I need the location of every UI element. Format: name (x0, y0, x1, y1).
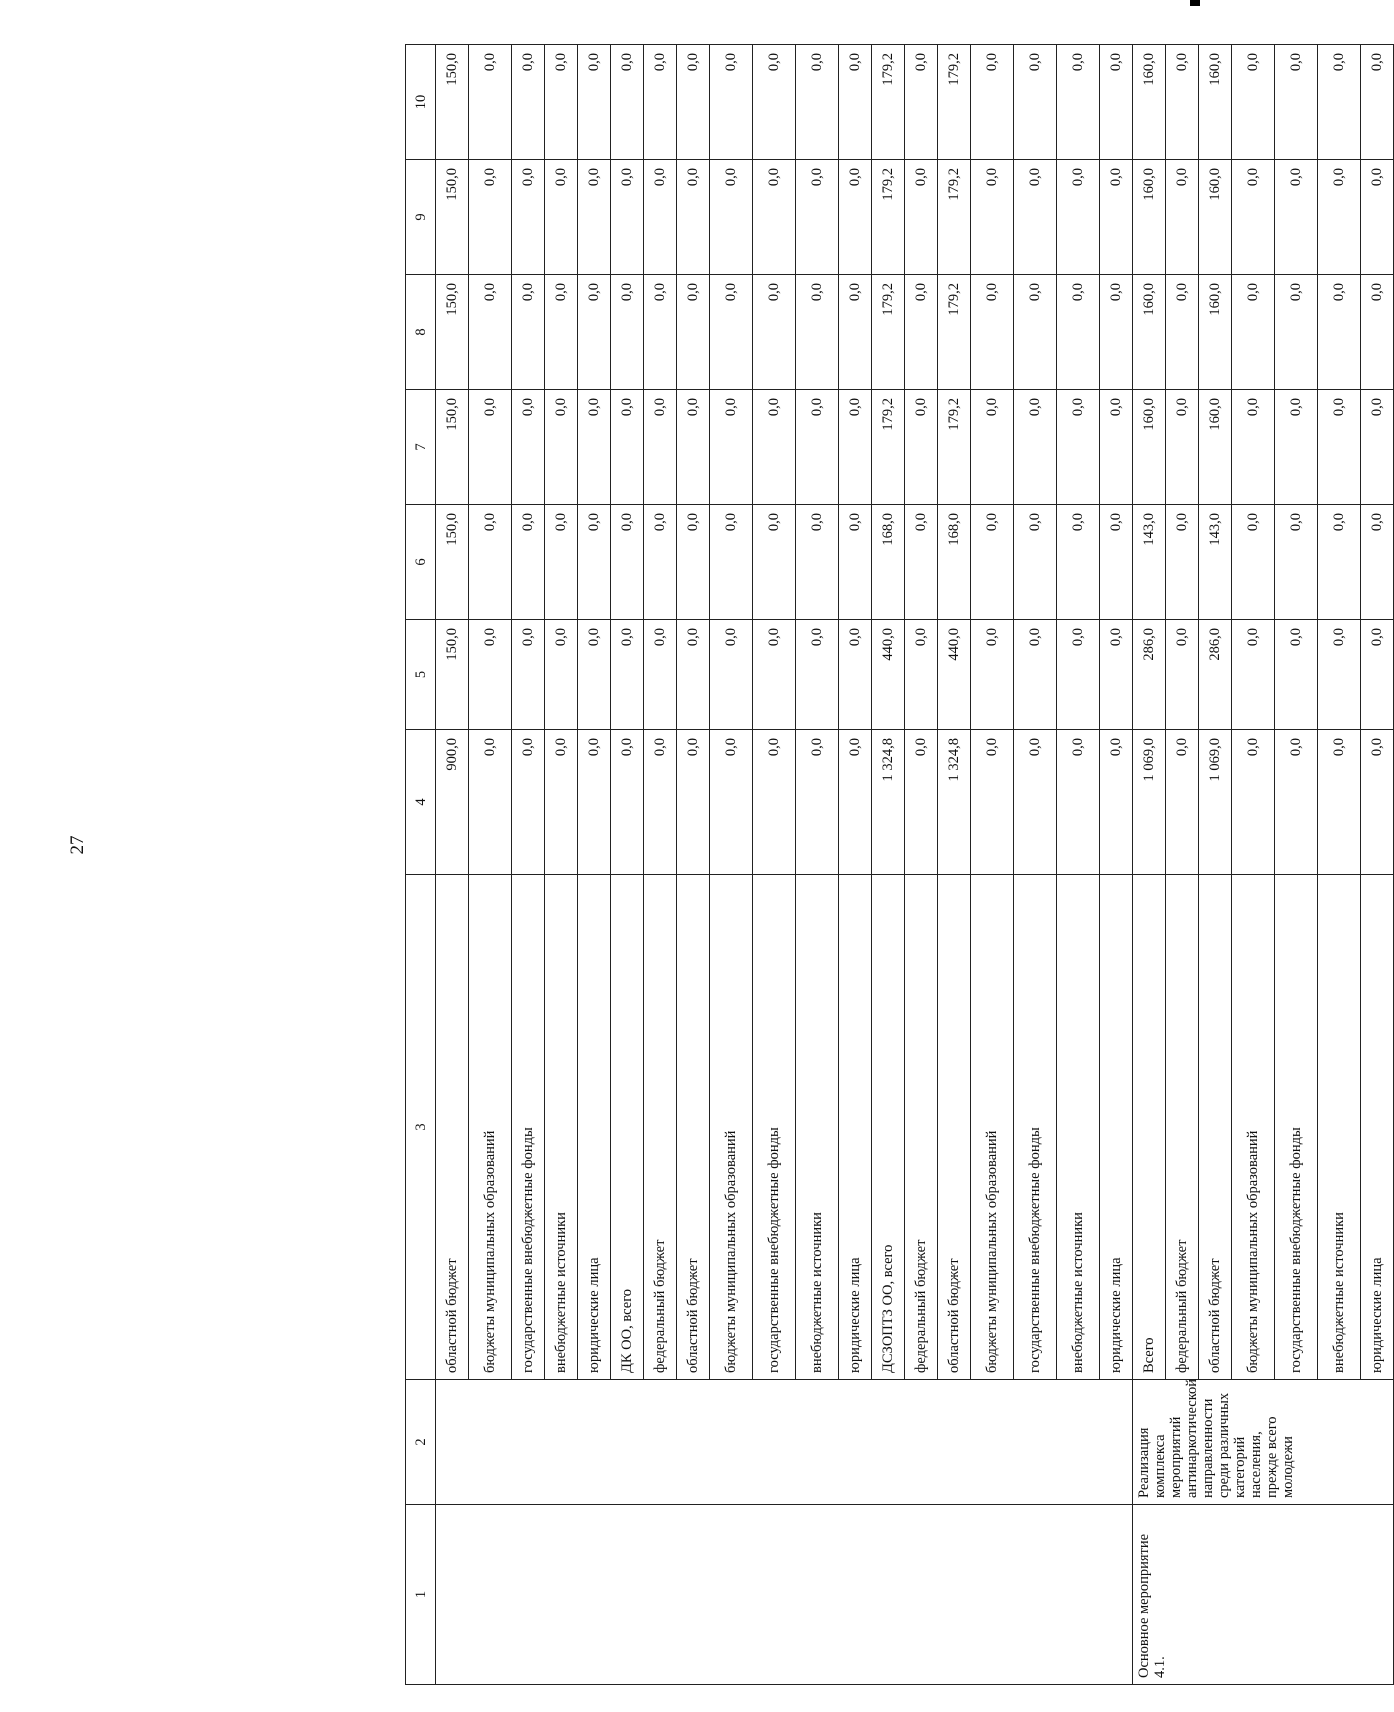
amount-cell: 0,0 (1100, 505, 1133, 620)
column-number-1: 1 (406, 1505, 436, 1685)
amount-cell: 150,0 (436, 275, 469, 390)
amount-cell: 160,0 (1133, 45, 1166, 160)
amount-cell: 440,0 (872, 620, 905, 730)
funding-source-cell: внебюджетные источники (545, 875, 578, 1380)
amount-cell: 0,0 (677, 390, 710, 505)
amount-cell: 0,0 (753, 390, 796, 505)
amount-cell: 160,0 (1199, 45, 1232, 160)
table-row (1133, 45, 1166, 1685)
amount-cell: 0,0 (578, 620, 611, 730)
amount-cell: 0,0 (677, 505, 710, 620)
amount-cell: 179,2 (938, 160, 971, 275)
amount-cell: 0,0 (1232, 390, 1275, 505)
amount-cell: 160,0 (1199, 275, 1232, 390)
page-number: 27 (67, 835, 88, 855)
amount-cell: 0,0 (796, 620, 839, 730)
amount-cell: 0,0 (905, 505, 938, 620)
amount-cell: 150,0 (436, 45, 469, 160)
amount-cell: 0,0 (971, 505, 1014, 620)
amount-cell: 0,0 (753, 160, 796, 275)
amount-cell: 0,0 (796, 730, 839, 875)
amount-cell: 168,0 (872, 505, 905, 620)
amount-cell: 0,0 (1014, 730, 1057, 875)
funding-source-cell: федеральный бюджет (905, 875, 938, 1380)
amount-cell: 0,0 (644, 275, 677, 390)
amount-cell: 0,0 (1166, 505, 1199, 620)
amount-cell: 0,0 (512, 45, 545, 160)
amount-cell: 0,0 (644, 160, 677, 275)
amount-cell: 0,0 (753, 275, 796, 390)
amount-cell: 0,0 (644, 390, 677, 505)
amount-cell: 160,0 (1199, 160, 1232, 275)
amount-cell: 0,0 (1100, 160, 1133, 275)
amount-cell: 0,0 (1014, 620, 1057, 730)
funding-source-cell: юридические лица (578, 875, 611, 1380)
amount-cell: 0,0 (1318, 160, 1361, 275)
column-number-3: 3 (406, 875, 436, 1380)
amount-cell: 0,0 (753, 45, 796, 160)
funding-source-cell: федеральный бюджет (644, 875, 677, 1380)
amount-cell: 0,0 (839, 275, 872, 390)
amount-cell: 0,0 (1166, 620, 1199, 730)
funding-source-cell: бюджеты муниципальных образований (710, 875, 753, 1380)
measure-name-cell: Реализация комплекса мероприятий антинаркотической направленности среди различных категорий населения, прежде всего молодежи (1133, 1380, 1394, 1505)
amount-cell: 150,0 (436, 160, 469, 275)
funding-source-cell: ДК ОО, всего (611, 875, 644, 1380)
amount-cell: 179,2 (938, 390, 971, 505)
amount-cell: 0,0 (512, 160, 545, 275)
amount-cell: 0,0 (611, 620, 644, 730)
empty-merged-cell (436, 1380, 1133, 1505)
amount-cell: 0,0 (905, 275, 938, 390)
funding-source-cell: бюджеты муниципальных образований (1232, 875, 1275, 1380)
amount-cell: 0,0 (1166, 390, 1199, 505)
funding-source-cell: бюджеты муниципальных образований (971, 875, 1014, 1380)
amount-cell: 0,0 (753, 620, 796, 730)
amount-cell: 0,0 (839, 730, 872, 875)
amount-cell: 0,0 (512, 390, 545, 505)
amount-cell: 0,0 (1100, 275, 1133, 390)
funding-source-cell: бюджеты муниципальных образований (469, 875, 512, 1380)
funding-source-cell: областной бюджет (938, 875, 971, 1380)
amount-cell: 0,0 (971, 620, 1014, 730)
amount-cell: 0,0 (1166, 160, 1199, 275)
amount-cell: 0,0 (1361, 730, 1394, 875)
amount-cell: 0,0 (1057, 160, 1100, 275)
amount-cell: 0,0 (545, 45, 578, 160)
amount-cell: 0,0 (1275, 505, 1318, 620)
amount-cell: 0,0 (1057, 505, 1100, 620)
amount-cell: 0,0 (611, 160, 644, 275)
amount-cell: 143,0 (1133, 505, 1166, 620)
amount-cell: 0,0 (578, 505, 611, 620)
amount-cell: 0,0 (578, 45, 611, 160)
amount-cell: 0,0 (578, 275, 611, 390)
amount-cell: 0,0 (710, 620, 753, 730)
amount-cell: 160,0 (1133, 160, 1166, 275)
amount-cell: 0,0 (905, 730, 938, 875)
amount-cell: 0,0 (1014, 45, 1057, 160)
amount-cell: 0,0 (1014, 390, 1057, 505)
amount-cell: 0,0 (1318, 45, 1361, 160)
amount-cell: 0,0 (905, 45, 938, 160)
amount-cell: 1 069,0 (1199, 730, 1232, 875)
funding-source-cell: Всего (1133, 875, 1166, 1380)
amount-cell: 0,0 (971, 275, 1014, 390)
amount-cell: 160,0 (1199, 390, 1232, 505)
funding-source-cell: областной бюджет (1199, 875, 1232, 1380)
amount-cell: 0,0 (578, 730, 611, 875)
funding-source-cell: ДСЗОПТЗ ОО, всего (872, 875, 905, 1380)
amount-cell: 0,0 (545, 390, 578, 505)
amount-cell: 0,0 (1166, 275, 1199, 390)
funding-source-cell: юридические лица (1100, 875, 1133, 1380)
amount-cell: 0,0 (1361, 620, 1394, 730)
amount-cell: 0,0 (677, 620, 710, 730)
amount-cell: 0,0 (796, 505, 839, 620)
amount-cell: 0,0 (545, 505, 578, 620)
amount-cell: 0,0 (1166, 730, 1199, 875)
amount-cell: 0,0 (512, 620, 545, 730)
amount-cell: 179,2 (938, 45, 971, 160)
amount-cell: 286,0 (1199, 620, 1232, 730)
amount-cell: 0,0 (1361, 160, 1394, 275)
amount-cell: 0,0 (1275, 730, 1318, 875)
amount-cell: 0,0 (971, 390, 1014, 505)
funding-source-cell: областной бюджет (677, 875, 710, 1380)
amount-cell: 0,0 (1057, 390, 1100, 505)
funding-source-cell: государственные внебюджетные фонды (753, 875, 796, 1380)
amount-cell: 0,0 (469, 390, 512, 505)
amount-cell: 0,0 (1014, 505, 1057, 620)
amount-cell: 0,0 (839, 390, 872, 505)
amount-cell: 179,2 (872, 390, 905, 505)
amount-cell: 0,0 (1318, 390, 1361, 505)
amount-cell: 0,0 (1232, 160, 1275, 275)
amount-cell: 0,0 (1100, 620, 1133, 730)
amount-cell: 1 324,8 (938, 730, 971, 875)
amount-cell: 0,0 (1318, 505, 1361, 620)
amount-cell: 0,0 (710, 160, 753, 275)
amount-cell: 0,0 (1014, 275, 1057, 390)
amount-cell: 0,0 (545, 620, 578, 730)
scan-edge-mark (1190, 0, 1200, 6)
table-body (406, 45, 1394, 1685)
amount-cell: 0,0 (644, 45, 677, 160)
amount-cell: 0,0 (611, 390, 644, 505)
amount-cell: 0,0 (905, 160, 938, 275)
amount-cell: 0,0 (1057, 730, 1100, 875)
amount-cell: 0,0 (469, 505, 512, 620)
amount-cell: 0,0 (710, 730, 753, 875)
amount-cell: 0,0 (611, 275, 644, 390)
amount-cell: 900,0 (436, 730, 469, 875)
amount-cell: 0,0 (710, 505, 753, 620)
funding-table (405, 44, 1394, 1685)
amount-cell: 150,0 (436, 390, 469, 505)
amount-cell: 0,0 (710, 45, 753, 160)
amount-cell: 0,0 (1100, 45, 1133, 160)
amount-cell: 0,0 (971, 730, 1014, 875)
header-row (406, 45, 436, 1685)
amount-cell: 0,0 (1361, 275, 1394, 390)
measure-number-cell: Основное мероприятие 4.1. (1133, 1505, 1394, 1685)
amount-cell: 0,0 (512, 275, 545, 390)
amount-cell: 179,2 (872, 45, 905, 160)
amount-cell: 160,0 (1133, 390, 1166, 505)
column-number-8: 8 (406, 275, 436, 390)
table-row (436, 45, 469, 1685)
amount-cell: 0,0 (1232, 275, 1275, 390)
amount-cell: 0,0 (971, 160, 1014, 275)
amount-cell: 0,0 (1361, 45, 1394, 160)
amount-cell: 0,0 (1057, 45, 1100, 160)
amount-cell: 0,0 (1318, 275, 1361, 390)
amount-cell: 0,0 (1275, 620, 1318, 730)
amount-cell: 0,0 (611, 730, 644, 875)
amount-cell: 143,0 (1199, 505, 1232, 620)
column-number-10: 10 (406, 45, 436, 160)
funding-source-cell: федеральный бюджет (1166, 875, 1199, 1380)
funding-source-cell: государственные внебюджетные фонды (1275, 875, 1318, 1380)
amount-cell: 0,0 (753, 730, 796, 875)
amount-cell: 150,0 (436, 505, 469, 620)
amount-cell: 0,0 (905, 390, 938, 505)
amount-cell: 0,0 (905, 620, 938, 730)
amount-cell: 150,0 (436, 620, 469, 730)
amount-cell: 179,2 (872, 275, 905, 390)
amount-cell: 168,0 (938, 505, 971, 620)
funding-source-cell: юридические лица (1361, 875, 1394, 1380)
funding-source-cell: государственные внебюджетные фонды (512, 875, 545, 1380)
amount-cell: 0,0 (1232, 45, 1275, 160)
amount-cell: 0,0 (512, 505, 545, 620)
amount-cell: 0,0 (753, 505, 796, 620)
amount-cell: 0,0 (644, 730, 677, 875)
amount-cell: 0,0 (611, 45, 644, 160)
amount-cell: 0,0 (839, 505, 872, 620)
column-number-7: 7 (406, 390, 436, 505)
amount-cell: 0,0 (796, 160, 839, 275)
amount-cell: 0,0 (677, 275, 710, 390)
amount-cell: 0,0 (1275, 160, 1318, 275)
funding-source-cell: областной бюджет (436, 875, 469, 1380)
funding-source-cell: внебюджетные источники (1318, 875, 1361, 1380)
amount-cell: 179,2 (938, 275, 971, 390)
amount-cell: 0,0 (1057, 275, 1100, 390)
amount-cell: 0,0 (1275, 45, 1318, 160)
amount-cell: 0,0 (644, 505, 677, 620)
amount-cell: 0,0 (796, 45, 839, 160)
column-number-6: 6 (406, 505, 436, 620)
amount-cell: 0,0 (1232, 620, 1275, 730)
amount-cell: 0,0 (796, 390, 839, 505)
column-number-9: 9 (406, 160, 436, 275)
amount-cell: 0,0 (545, 730, 578, 875)
amount-cell: 0,0 (1318, 730, 1361, 875)
amount-cell: 0,0 (1275, 390, 1318, 505)
amount-cell: 179,2 (872, 160, 905, 275)
amount-cell: 0,0 (545, 275, 578, 390)
amount-cell: 0,0 (545, 160, 578, 275)
funding-source-cell: внебюджетные источники (1057, 875, 1100, 1380)
amount-cell: 0,0 (1232, 730, 1275, 875)
amount-cell: 0,0 (578, 390, 611, 505)
amount-cell: 286,0 (1133, 620, 1166, 730)
amount-cell: 0,0 (677, 45, 710, 160)
funding-source-cell: внебюджетные источники (796, 875, 839, 1380)
column-number-5: 5 (406, 620, 436, 730)
amount-cell: 0,0 (644, 620, 677, 730)
amount-cell: 0,0 (839, 160, 872, 275)
amount-cell: 1 069,0 (1133, 730, 1166, 875)
column-number-4: 4 (406, 730, 436, 875)
column-number-2: 2 (406, 1380, 436, 1505)
funding-source-cell: государственные внебюджетные фонды (1014, 875, 1057, 1380)
amount-cell: 0,0 (469, 620, 512, 730)
amount-cell: 0,0 (1057, 620, 1100, 730)
amount-cell: 0,0 (611, 505, 644, 620)
amount-cell: 0,0 (469, 160, 512, 275)
amount-cell: 160,0 (1133, 275, 1166, 390)
amount-cell: 0,0 (1275, 275, 1318, 390)
amount-cell: 0,0 (469, 730, 512, 875)
amount-cell: 0,0 (1318, 620, 1361, 730)
amount-cell: 0,0 (677, 730, 710, 875)
amount-cell: 1 324,8 (872, 730, 905, 875)
amount-cell: 0,0 (1100, 730, 1133, 875)
amount-cell: 0,0 (710, 275, 753, 390)
amount-cell: 0,0 (1014, 160, 1057, 275)
amount-cell: 0,0 (839, 45, 872, 160)
amount-cell: 0,0 (1100, 390, 1133, 505)
amount-cell: 0,0 (469, 275, 512, 390)
amount-cell: 440,0 (938, 620, 971, 730)
amount-cell: 0,0 (1361, 505, 1394, 620)
amount-cell: 0,0 (578, 160, 611, 275)
amount-cell: 0,0 (1166, 45, 1199, 160)
amount-cell: 0,0 (710, 390, 753, 505)
amount-cell: 0,0 (1361, 390, 1394, 505)
rotated-table-wrapper (405, 45, 1385, 1685)
amount-cell: 0,0 (796, 275, 839, 390)
amount-cell: 0,0 (677, 160, 710, 275)
amount-cell: 0,0 (839, 620, 872, 730)
funding-source-cell: юридические лица (839, 875, 872, 1380)
amount-cell: 0,0 (469, 45, 512, 160)
amount-cell: 0,0 (512, 730, 545, 875)
amount-cell: 0,0 (1232, 505, 1275, 620)
amount-cell: 0,0 (971, 45, 1014, 160)
empty-merged-cell (436, 1505, 1133, 1685)
